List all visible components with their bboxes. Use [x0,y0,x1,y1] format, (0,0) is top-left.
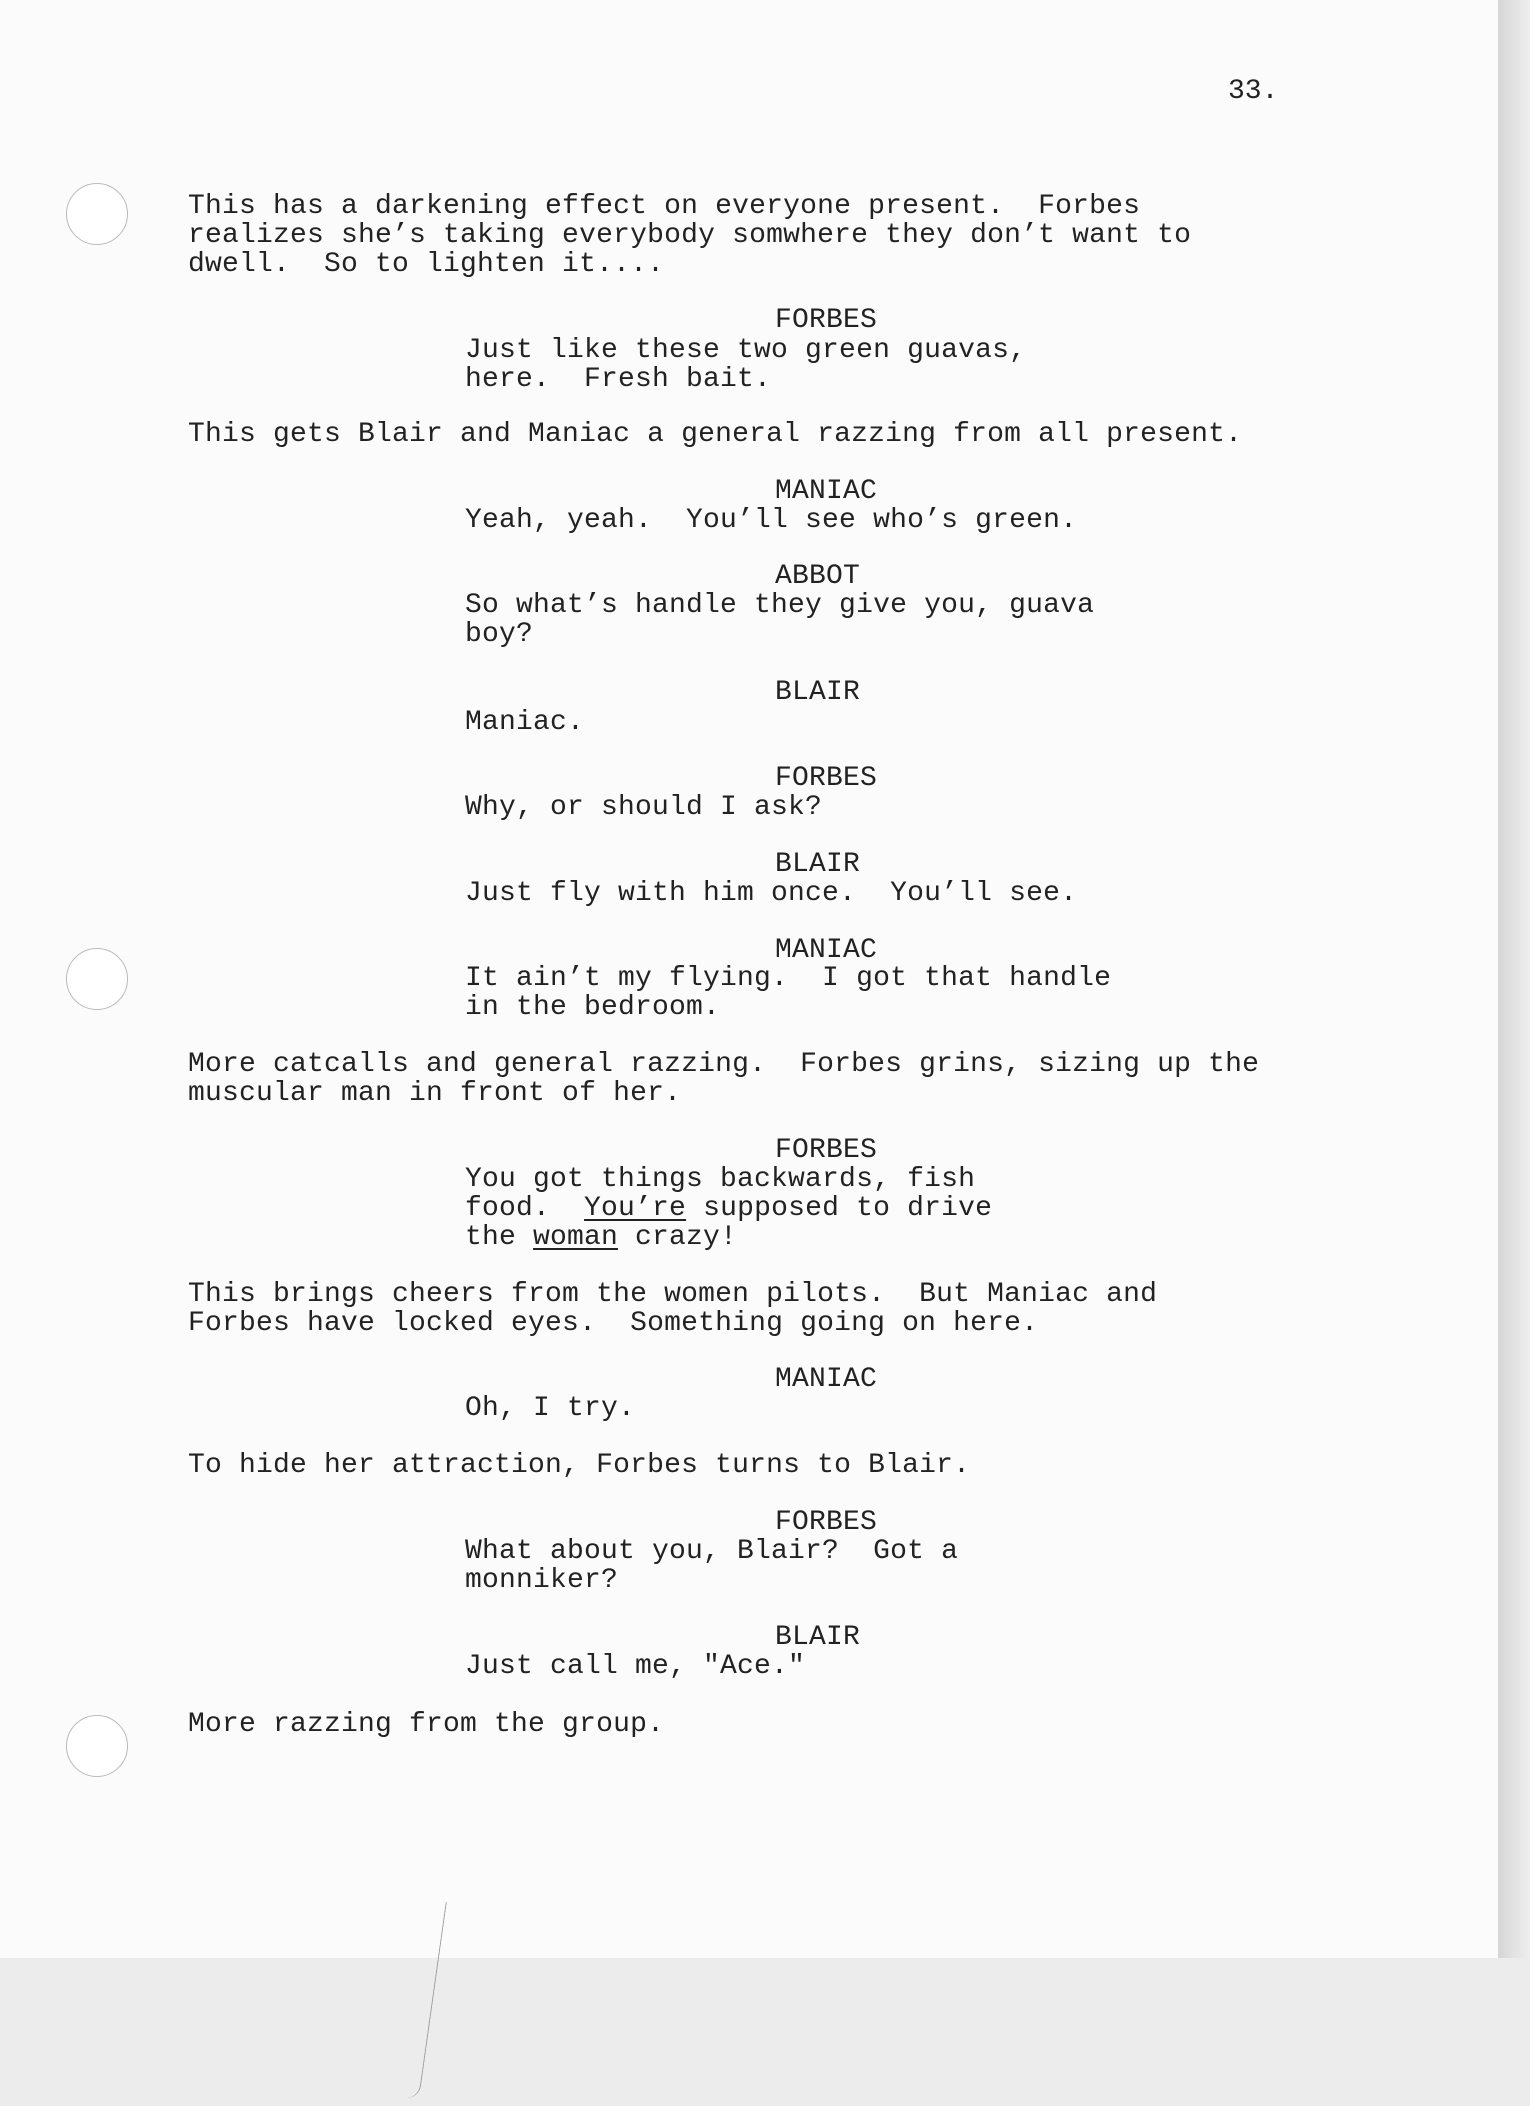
scanner-background [0,1958,1530,2106]
character-cue: ABBOT [775,561,861,592]
action-line: muscular man in front of her. [188,1078,682,1109]
dialogue-line: Just call me, "Ace." [465,1651,806,1682]
dialogue-line: monniker? [465,1565,619,1596]
action-line: This gets Blair and Maniac a general razzing from all present. [188,419,1243,450]
action-line: Forbes have locked eyes. Something going on here. [188,1308,1039,1339]
dialogue-line: Oh, I try. [465,1393,636,1424]
dialogue-line: here. Fresh bait. [465,364,772,395]
character-cue: MANIAC [775,935,878,966]
character-cue: FORBES [775,1507,878,1538]
action-line: More catcalls and general razzing. Forbes grins, sizing up the [188,1049,1260,1080]
page-number: 33. [1228,76,1279,107]
character-cue: FORBES [775,305,878,336]
dialogue-line: So what’s handle they give you, guava [465,590,1095,621]
dialogue-line: You got things backwards, fish [465,1164,976,1195]
character-cue: MANIAC [775,476,878,507]
dialogue-line: boy? [465,619,534,650]
character-cue: FORBES [775,1135,878,1166]
character-cue: MANIAC [775,1364,878,1395]
action-line: This has a darkening effect on everyone present. Forbes [188,191,1141,222]
dialogue-line: the woman crazy! [465,1222,738,1253]
character-cue: BLAIR [775,677,861,708]
dialogue-line: What about you, Blair? Got a [465,1536,959,1567]
action-line: realizes she’s taking everybody somwhere they don’t want to [188,220,1192,251]
character-cue: BLAIR [775,849,861,880]
dialogue-line: It ain’t my flying. I got that handle [465,963,1112,994]
punch-hole [66,183,128,245]
underlined-word: You’re [584,1193,687,1224]
scanner-edge [1498,0,1530,2106]
dialogue-line: food. You’re supposed to drive [465,1193,993,1224]
dialogue-line: Just like these two green guavas, [465,335,1027,366]
action-line: This brings cheers from the women pilots. But Maniac and [188,1279,1158,1310]
dialogue-line: Maniac. [465,707,585,738]
dialogue-line: Yeah, yeah. You’ll see who’s green. [465,505,1078,536]
action-line: dwell. So to lighten it.... [188,249,665,280]
character-cue: BLAIR [775,1622,861,1653]
dialogue-line: in the bedroom. [465,992,721,1023]
punch-hole [66,1715,128,1777]
punch-hole [66,948,128,1010]
dialogue-line: Why, or should I ask? [465,792,823,823]
action-line: To hide her attraction, Forbes turns to Blair. [188,1450,971,1481]
dialogue-line: Just fly with him once. You’ll see. [465,878,1078,909]
action-line: More razzing from the group. [188,1709,665,1740]
character-cue: FORBES [775,763,878,794]
underlined-word: woman [533,1222,619,1253]
